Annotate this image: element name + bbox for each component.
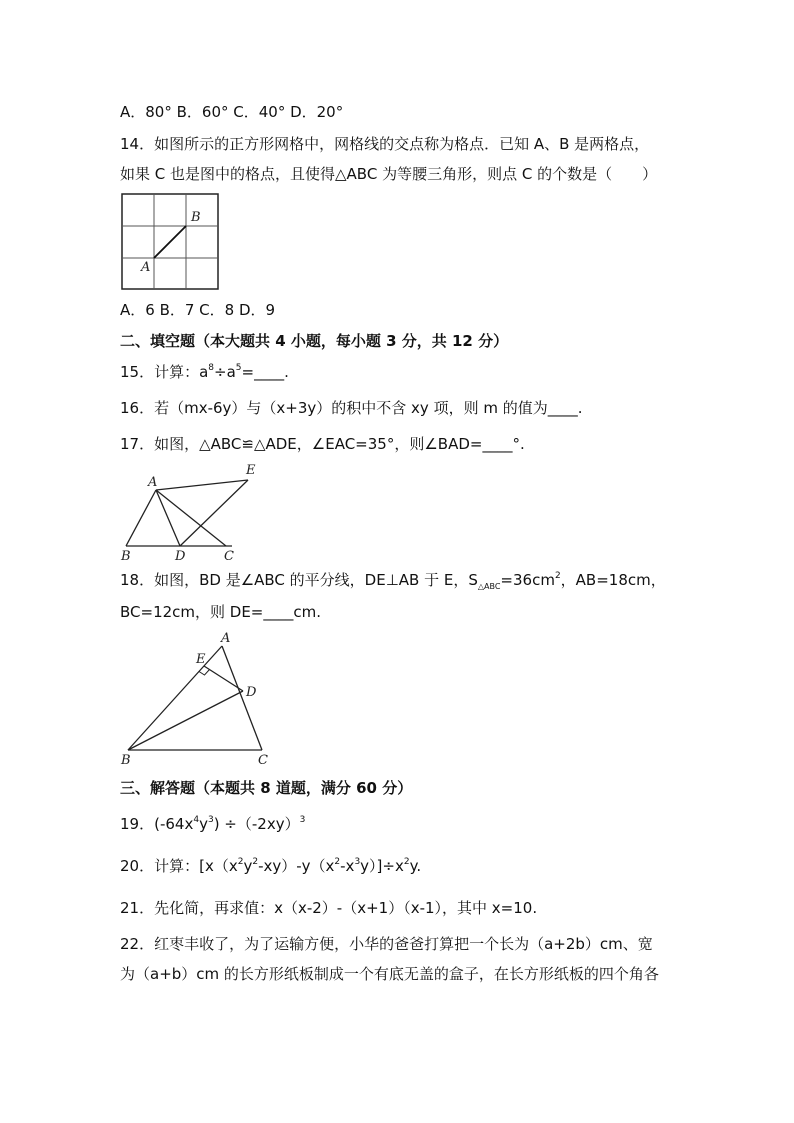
q22-text-line1: 22．红枣丰收了，为了运输方便，小华的爸爸打算把一个长为（a+2b）cm、宽: [120, 935, 653, 953]
q19-text: 19．$(-64x^4y^3) \div(-2xy)^3$: [120, 815, 306, 833]
label-b: B: [121, 549, 131, 564]
label-b: B: [191, 210, 201, 225]
label-a: A: [148, 475, 158, 490]
label-a: A: [221, 631, 231, 646]
q16-text: 16．若（mx-6y）与（x+3y）的积中不含 xy 项，则 m 的值为____.: [120, 399, 583, 417]
label-d: D: [246, 685, 257, 700]
q22-text-line2: 为（a+b）cm 的长方形纸板制成一个有底无盖的盒子，在长方形纸板的四个角各: [120, 965, 659, 983]
q14-grid-figure: [121, 193, 221, 291]
section3-heading: 三、解答题（本题共 8 道题，满分 60 分）: [120, 779, 413, 797]
q20-text: 20．计算：$[x(x^2y^2-xy)-y(x^2-x^3y)]\div x^2y$.: [120, 857, 422, 875]
q14-text-line2: 如果 C 也是图中的格点，且使得△ABC 为等腰三角形，则点 C 的个数是（ ）: [120, 165, 658, 183]
q18-triangle-figure: [118, 628, 273, 768]
q14-options: A．6 B．7 C．8 D．9: [120, 301, 276, 319]
label-d: D: [175, 549, 186, 564]
label-b: B: [121, 753, 131, 768]
label-a: A: [141, 260, 151, 275]
label-c: C: [258, 753, 268, 768]
segment-ab: [154, 226, 186, 258]
q17-text: 17．如图，△ABC≌△ADE，∠EAC=35°，则∠BAD=____°.: [120, 435, 525, 453]
q13-options: A．80° B．60° C．40° D．20°: [120, 103, 344, 121]
label-e: E: [196, 652, 206, 667]
label-e: E: [246, 463, 256, 478]
q17-triangle-figure: [118, 460, 258, 565]
q18-text-line1: 18．如图，BD 是∠ABC 的平分线，DE⊥AB 于 E，$S_{\triangle ABC}=36cm^2$，AB=18cm，: [120, 571, 666, 591]
q14-text-line1: 14．如图所示的正方形网格中，网格线的交点称为格点．已知 A、B 是两格点，: [120, 135, 650, 153]
q18-text-line2: BC=12cm，则 DE=____cm.: [120, 603, 322, 621]
q15-text: 15．计算：$a^8\div a^5=\_\_\_\_$.: [120, 363, 289, 381]
label-c: C: [224, 549, 234, 564]
q21-text: 21．先化简，再求值：x（x-2）-（x+1）（x-1），其中 x=10.: [120, 899, 538, 917]
section2-heading: 二、填空题（本大题共 4 小题，每小题 3 分，共 12 分）: [120, 332, 509, 350]
